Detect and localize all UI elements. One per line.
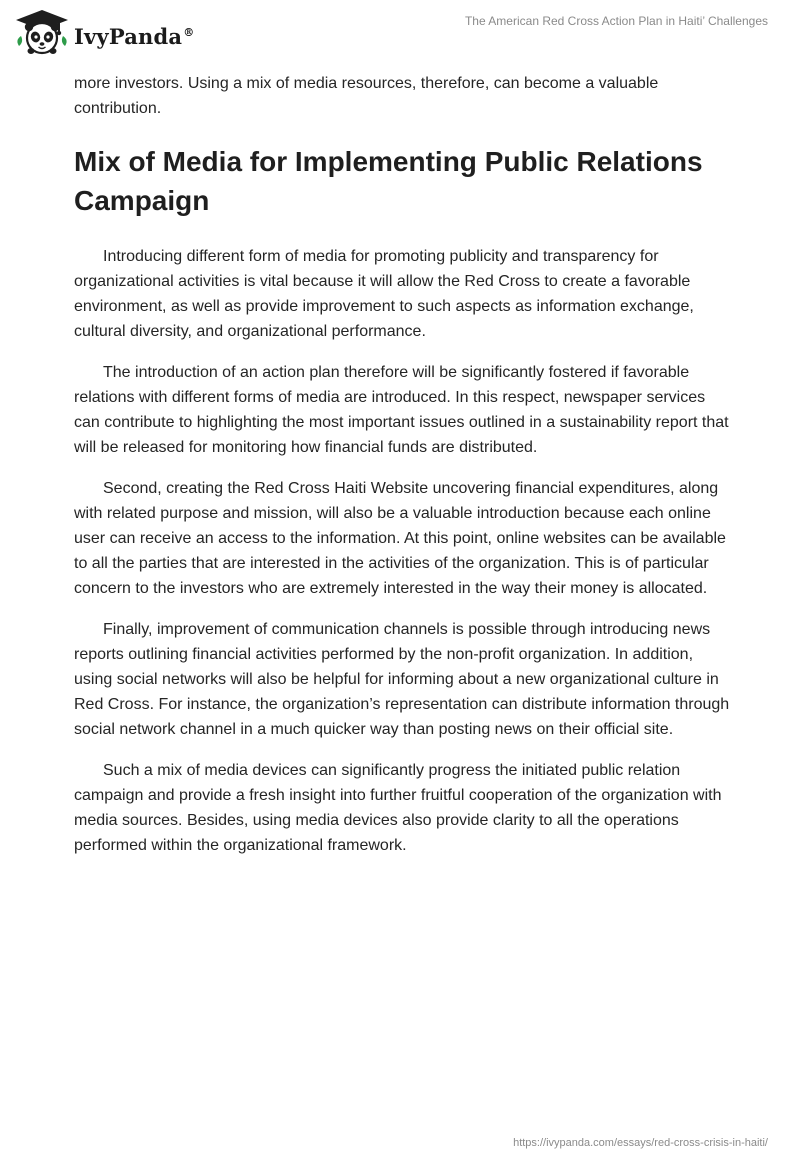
page-header bbox=[0, 0, 800, 70]
body-paragraph: Such a mix of media devices can significantly progress the initiated public relation campaign and provide a fresh insight into further fruitful cooperation of the organization with media sources. Besides, using media devices also provide clarity to all the operations performed within the organizational framework. bbox=[74, 762, 722, 854]
body-paragraph: Introducing different form of media for promoting publicity and transparency for organizational activities is vital because it will allow the Red Cross to create a favorable environment, as well as provide improvement to such aspects as information exchange, cultural diversity, and organizational performance. bbox=[74, 248, 694, 340]
body-paragraph: Second, creating the Red Cross Haiti Website uncovering financial expenditures, along with related purpose and mission, will also be a valuable introduction because each online user can receive an access to the information. At this point, online websites can be available to all the parties that are interested in the activities of the organization. This is of particular concern to the investors who are extremely interested in the way their money is allocated. bbox=[74, 480, 726, 597]
body-paragraph: Finally, improvement of communication channels is possible through introducing news reports outlining financial activities performed by the non-profit organization. In addition, using social networks will also be helpful for informing about a new organizational culture in Red Cross. For instance, the organization’s representation can distribute information through social network channel in a much quicker way than posting news on their official site. bbox=[74, 621, 730, 738]
source-url[interactable]: https://ivypanda.com/essays/red-cross-crisis-in-haiti/ bbox=[513, 1137, 768, 1149]
body-paragraph: The introduction of an action plan therefore will be significantly fostered if favorable relations with different forms of media are introduced. In this respect, newspaper services can contribute to highlighting the most important issues outlined in a sustainability report that will be released for monitoring how financial funds are distributed. bbox=[74, 364, 729, 456]
essay-content bbox=[74, 71, 734, 874]
document-title: The American Red Cross Action Plan in Haiti’ Challenges bbox=[464, 14, 768, 28]
intro-paragraph: more investors. Using a mix of media resources, therefore, can become a valuable contribution. bbox=[74, 75, 659, 117]
panda-graduate-icon bbox=[14, 8, 70, 58]
logo-wordmark: IvyPanda® bbox=[74, 23, 195, 49]
section-heading: Mix of Media for Implementing Public Relations Campaign bbox=[74, 146, 703, 216]
ivypanda-logo[interactable] bbox=[14, 8, 194, 58]
